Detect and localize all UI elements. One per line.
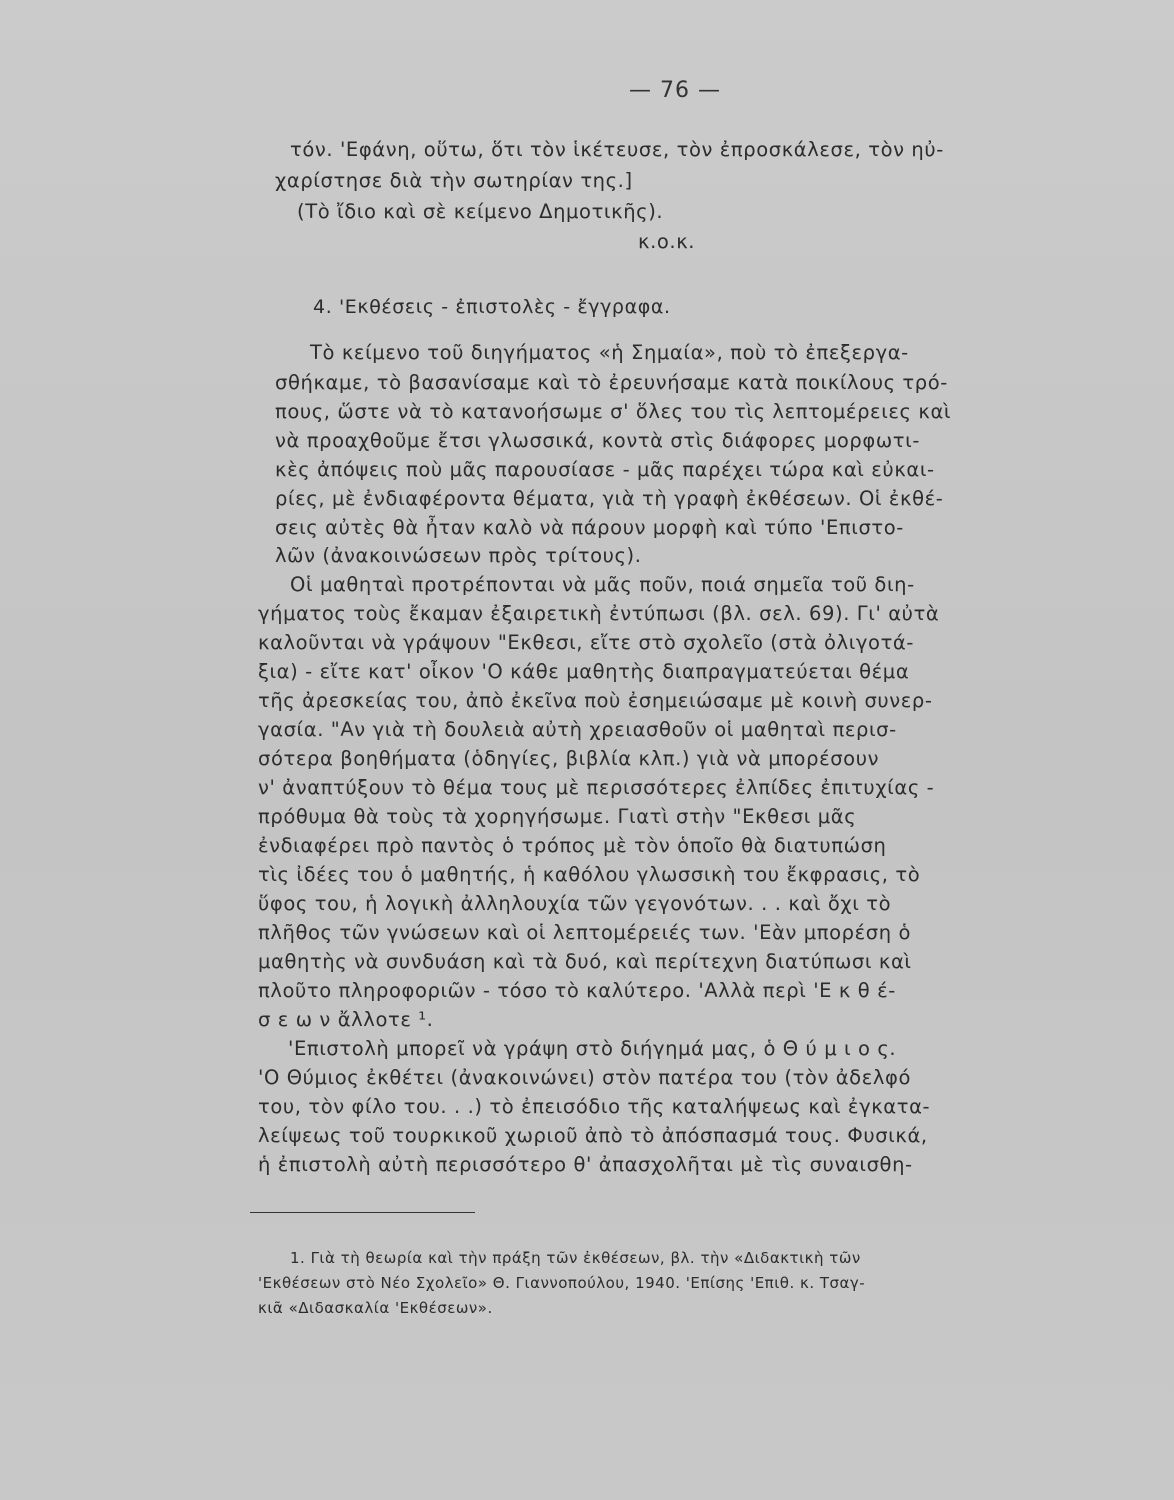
body-line: γασία. "Αν γιὰ τὴ δουλειὰ αὐτὴ χρειασθοῦν οἱ μαθηταὶ περισ- [258, 718, 897, 741]
top-line: τόν. 'Εφάνη, οὕτω, ὅτι τὸν ἱκέτευσε, τὸν ἐπροσκάλεσε, τὸν ηὐ- [290, 138, 944, 161]
body-line: λῶν (ἀνακοινώσεων πρὸς τρίτους). [275, 544, 642, 567]
body-line: Οἱ μαθηταὶ προτρέπονται νὰ μᾶς ποῦν, ποιά σημεῖα τοῦ διη- [290, 573, 915, 596]
section-heading: 4. 'Εκθέσεις - ἐπιστολὲς - ἔγγραφα. [313, 296, 671, 318]
body-line: 'Ο Θύμιος ἐκθέτει (ἀνακοινώνει) στὸν πατέρα του (τὸν ἀδελφό [258, 1066, 911, 1089]
body-line: σ ε ω ν ἄλλοτε ¹. [258, 1008, 434, 1031]
body-line: κὲς ἀπόψεις ποὺ μᾶς παρουσίασε - μᾶς παρέχει τώρα καὶ εὐκαι- [275, 458, 935, 481]
body-line: πρόθυμα θὰ τοὺς τὰ χορηγήσωμε. Γιατὶ στὴν "Εκθεσι μᾶς [258, 805, 857, 828]
body-line: ἐνδιαφέρει πρὸ παντὸς ὁ τρόπος μὲ τὸν ὁποῖο θὰ διατυπώση [258, 834, 887, 857]
body-line: νὰ προαχθοῦμε ἔτσι γλωσσικά, κοντὰ στὶς διάφορες μορφωτι- [275, 429, 920, 452]
body-line: σεις αὐτὲς θὰ ἦταν καλὸ νὰ πάρουν μορφὴ καὶ τύπο 'Επιστο- [275, 516, 904, 539]
top-line: (Τὸ ἴδιο καὶ σὲ κείμενο Δημοτικῆς). [297, 200, 664, 223]
body-line: 'Επιστολὴ μπορεῖ νὰ γράψη στὸ διήγημά μας, ὁ Θ ύ μ ι ο ς. [288, 1037, 897, 1060]
body-line: ἡ ἐπιστολὴ αὐτὴ περισσότερο θ' ἀπασχολῆται μὲ τὶς συναισθη- [258, 1153, 913, 1176]
body-line: λείψεως τοῦ τουρκικοῦ χωριοῦ ἀπὸ τὸ ἀπόσπασμά τους. Φυσικά, [258, 1124, 928, 1147]
body-line: γήματος τοὺς ἔκαμαν ἐξαιρετικὴ ἐντύπωσι (βλ. σελ. 69). Γι' αὐτὰ [258, 602, 940, 625]
body-line: σθήκαμε, τὸ βασανίσαμε καὶ τὸ ἐρευνήσαμε κατὰ ποικίλους τρό- [275, 371, 948, 394]
body-line: πους, ὥστε νὰ τὸ κατανοήσωμε σ' ὅλες του τὶς λεπτομέρειες καὶ [275, 400, 952, 423]
body-line: ὕφος του, ἡ λογικὴ ἀλληλουχία τῶν γεγονότων. . . καὶ ὄχι τὸ [258, 892, 892, 915]
top-line: χαρίστησε διὰ τὴν σωτηρίαν της.] [275, 169, 633, 192]
footnote-divider [250, 1212, 475, 1213]
body-line: σότερα βοηθήματα (ὁδηγίες, βιβλία κλπ.) γιὰ νὰ μπορέσουν [258, 747, 880, 770]
body-line: τῆς ἀρεσκείας του, ἀπὸ ἐκεῖνα ποὺ ἐσημειώσαμε μὲ κοινὴ συνερ- [258, 689, 933, 712]
body-line: πλῆθος τῶν γνώσεων καὶ οἱ λεπτομέρειές των. 'Εὰν μπορέση ὁ [258, 921, 912, 944]
body-line: καλοῦνται νὰ γράψουν "Εκθεσι, εἴτε στὸ σχολεῖο (στὰ ὀλιγοτά- [258, 631, 915, 654]
body-line: ρίες, μὲ ἐνδιαφέροντα θέματα, γιὰ τὴ γραφὴ ἐκθέσεων. Οἱ ἐκθέ- [275, 487, 944, 510]
body-line: του, τὸν φίλο του. . .) τὸ ἐπεισόδιο τῆς καταλήψεως καὶ ἐγκατα- [258, 1095, 931, 1118]
body-line: τὶς ἰδέες του ὁ μαθητής, ἡ καθόλου γλωσσικὴ του ἔκφρασις, τὸ [258, 863, 921, 886]
body-line: μαθητὴς νὰ συνδυάση καὶ τὰ δυό, καὶ περίτεχνη διατύπωσι καὶ [258, 950, 912, 973]
footnote-line: κιᾶ «Διδασκαλία 'Εκθέσεων». [258, 1299, 493, 1317]
top-line: κ.ο.κ. [638, 230, 696, 253]
body-line: Τὸ κείμενο τοῦ διηγήματος «ἡ Σημαία», ποὺ τὸ ἐπεξεργα- [310, 341, 909, 364]
footnote-line: 1. Γιὰ τὴ θεωρία καὶ τὴν πράξη τῶν ἐκθέσεων, βλ. τὴν «Διδακτικὴ τῶν [290, 1249, 861, 1267]
page-number: — 76 — [629, 78, 721, 103]
body-line: ξια) - εἴτε κατ' οἶκον 'Ο κάθε μαθητὴς διαπραγματεύεται θέμα [258, 660, 910, 683]
body-line: πλοῦτο πληροφοριῶν - τόσο τὸ καλύτερο. 'Αλλὰ περὶ 'Ε κ θ έ- [258, 979, 896, 1002]
body-line: ν' ἀναπτύξουν τὸ θέμα τους μὲ περισσότερες ἐλπίδες ἐπιτυχίας - [258, 776, 935, 799]
footnote-line: 'Εκθέσεων στὸ Νέο Σχολεῖο» Θ. Γιαννοπούλου, 1940. 'Επίσης 'Επιθ. κ. Τσαγ- [258, 1274, 866, 1292]
